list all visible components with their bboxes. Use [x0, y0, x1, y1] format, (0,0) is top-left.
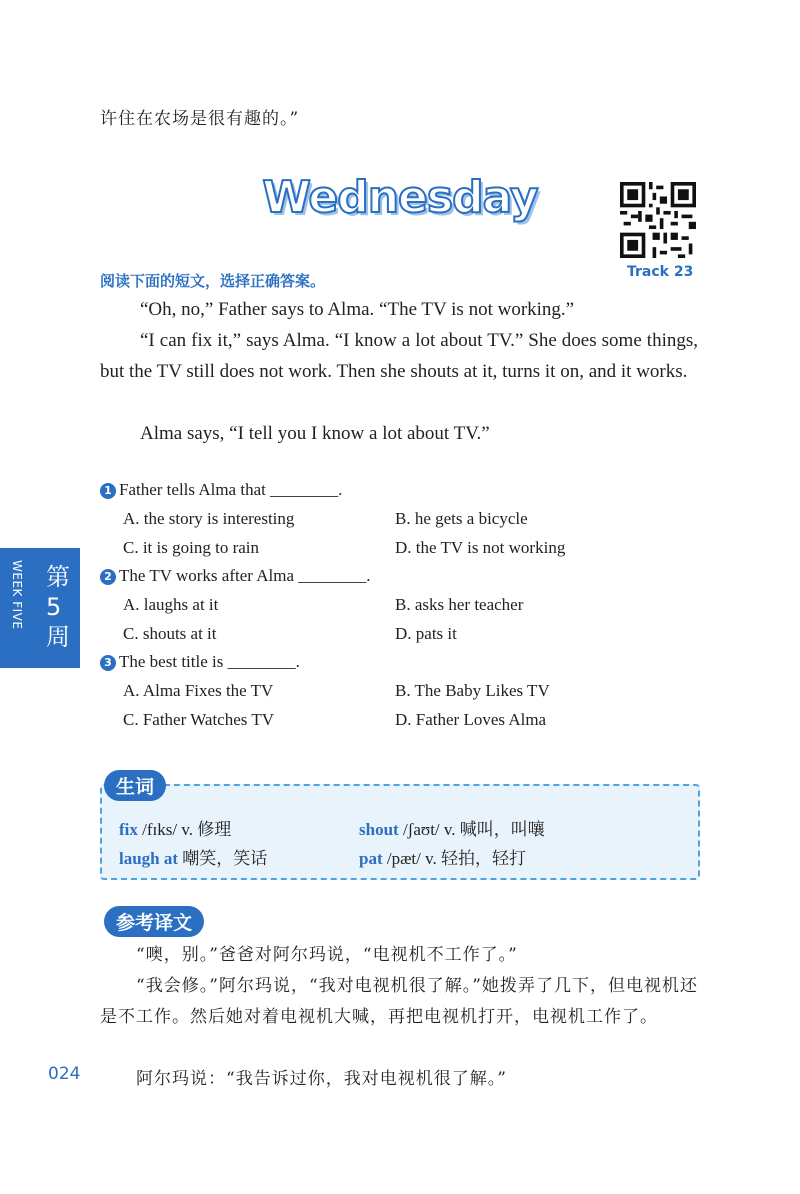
option[interactable]: C. Father Watches TV: [123, 710, 274, 729]
option[interactable]: B. asks her teacher: [395, 595, 524, 614]
vocab-item: [119, 844, 267, 869]
option[interactable]: D. pats it: [395, 624, 457, 643]
vocab-item: [119, 815, 231, 840]
question-2: [100, 566, 371, 586]
option[interactable]: A. the story is interesting: [123, 509, 295, 528]
question-1: [100, 480, 342, 500]
week-tab-chinese: 第5周: [46, 563, 70, 651]
page-title: Wednesday: [262, 172, 538, 223]
vocab-definition: /pæt/ v. 轻拍，轻打: [382, 849, 527, 868]
option[interactable]: C. it is going to rain: [123, 538, 259, 557]
instruction: 阅读下面的短文，选择正确答案。: [100, 272, 326, 290]
question-number: 2: [100, 569, 116, 585]
option[interactable]: D. Father Loves Alma: [395, 710, 547, 729]
translation-line-1: “噢，别。”爸爸对阿尔玛说，“电视机不工作了。”: [136, 945, 518, 965]
track-label: Track 23: [627, 264, 694, 280]
previous-text: 许住在农场是很有趣的。”: [100, 109, 300, 129]
qr-code-icon[interactable]: [620, 182, 696, 258]
question-number: 3: [100, 655, 116, 671]
vocab-word: laugh at: [119, 849, 179, 868]
question-stem: The best title is ________.: [119, 652, 300, 671]
option[interactable]: A. Alma Fixes the TV: [123, 681, 274, 700]
page-number: 024: [48, 1064, 81, 1084]
vocabulary-badge: 生词: [104, 770, 166, 801]
translation-paragraph-2: “我会修。”阿尔玛说，“我对电视机很了解。”她拨弄了几下，但电视机还是不工作。然后她对着电视机大喊，再把电视机打开，电视机工作了。: [100, 976, 698, 1027]
vocab-word: pat: [359, 849, 383, 868]
vocab-definition: /fɪks/ v. 修理: [137, 820, 232, 839]
week-tab-english: WEEK FIVE: [10, 560, 24, 630]
option[interactable]: D. the TV is not working: [395, 538, 566, 557]
question-number: 1: [100, 483, 116, 499]
vocab-item: [359, 815, 545, 840]
vocab-item: [359, 844, 526, 869]
passage-paragraph-1: “Oh, no,” Father says to Alma. “The TV is not working.”: [140, 299, 575, 320]
option[interactable]: A. laughs at it: [123, 595, 219, 614]
vocab-word: shout: [359, 820, 399, 839]
translation-line-3: 阿尔玛说：“我告诉过你，我对电视机很了解。”: [136, 1069, 507, 1089]
translation-badge: 参考译文: [104, 906, 204, 937]
vocab-definition: 嘲笑，笑话: [178, 849, 268, 868]
vocab-word: fix: [119, 820, 138, 839]
passage-paragraph-3: Alma says, “I tell you I know a lot about TV.”: [140, 423, 490, 444]
option[interactable]: B. he gets a bicycle: [395, 509, 528, 528]
question-3: [100, 652, 300, 672]
option[interactable]: B. The Baby Likes TV: [395, 681, 550, 700]
question-stem: Father tells Alma that ________.: [119, 480, 343, 499]
question-stem: The TV works after Alma ________.: [119, 566, 371, 585]
option[interactable]: C. shouts at it: [123, 624, 217, 643]
vocab-definition: /ʃaʊt/ v. 喊叫，叫嚷: [398, 820, 545, 839]
passage-paragraph-2: “I can fix it,” says Alma. “I know a lot about TV.” She does some things, but the TV still does not work. Then she shouts at it, turns it on, and it works.: [100, 330, 698, 382]
